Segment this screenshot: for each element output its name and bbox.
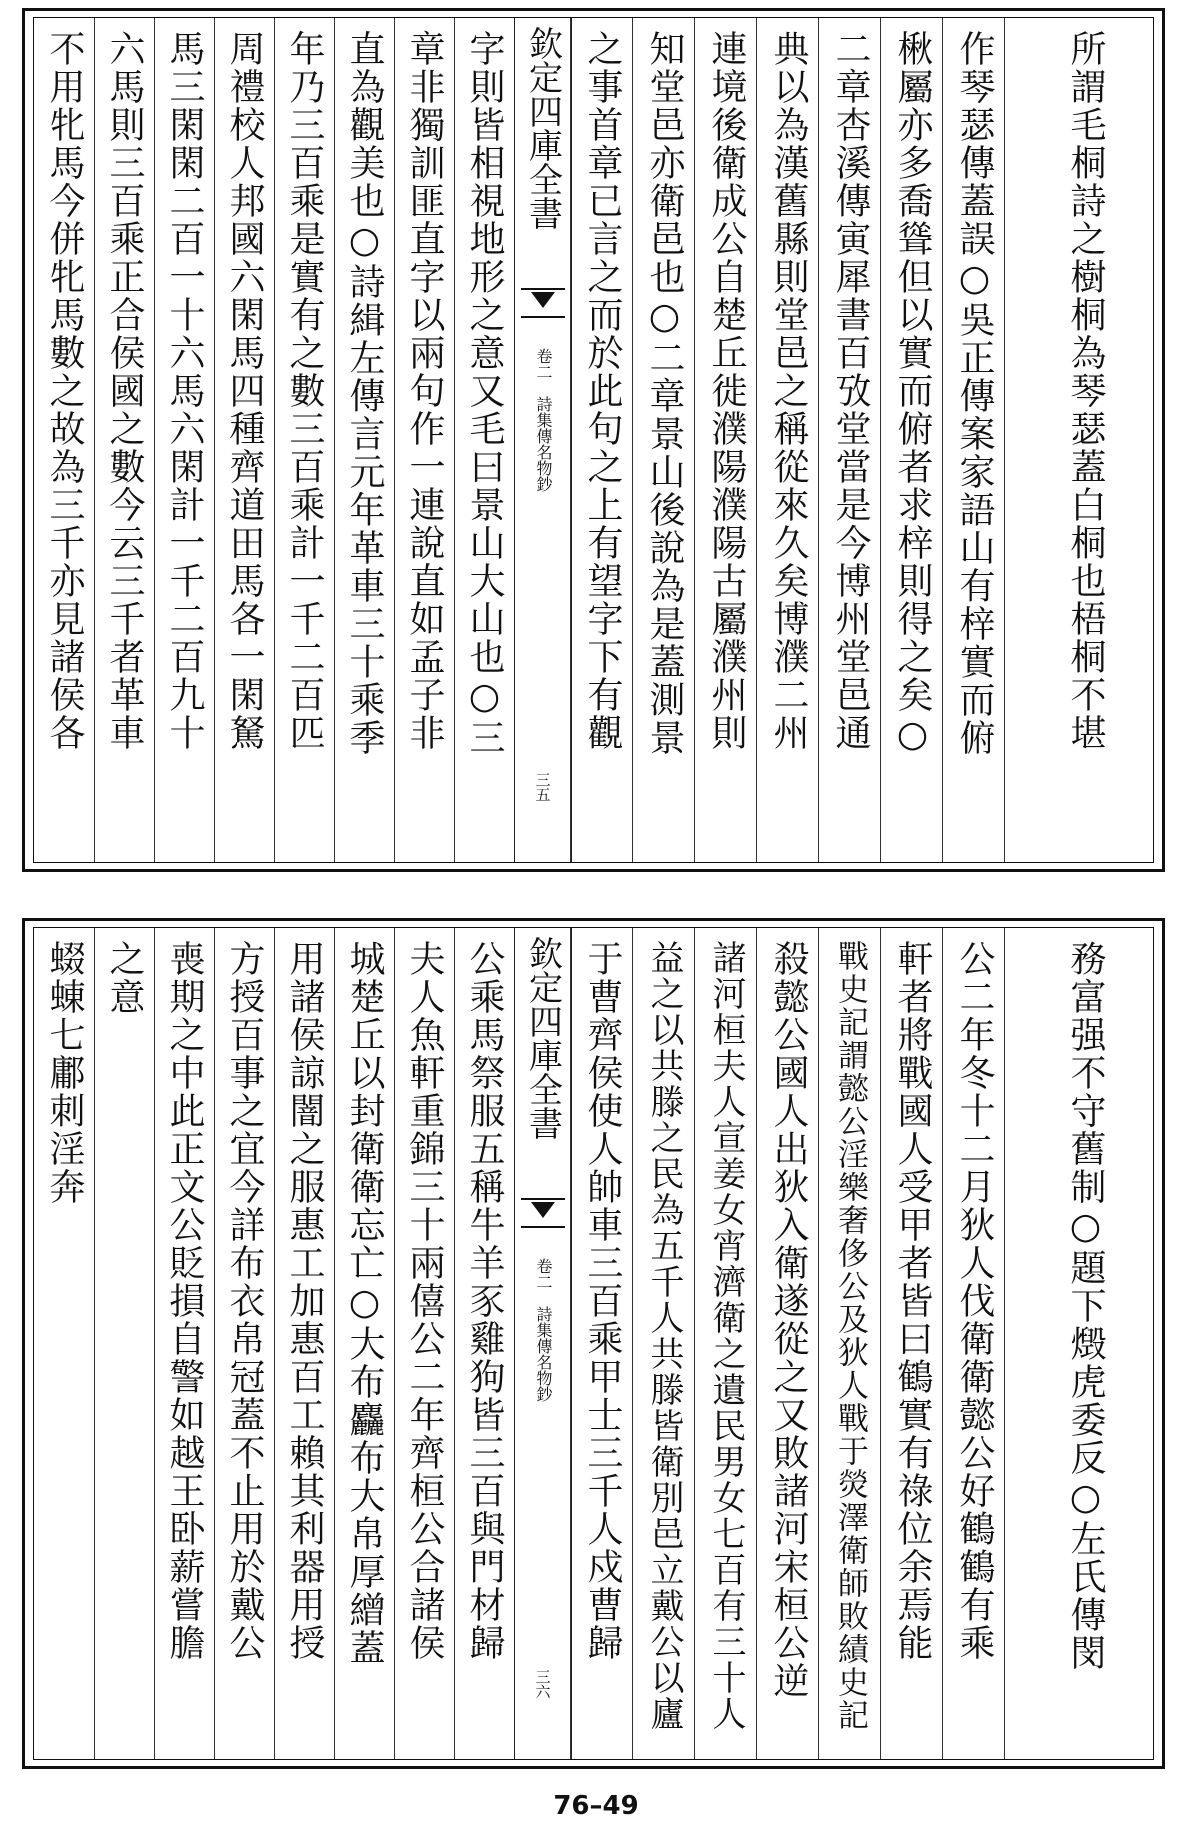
text-column: 公乘馬祭服五稱牛羊豕雞狗皆三百與門材歸 [454,928,514,1759]
sub-title [533,348,553,492]
text-column: 務富强不守舊制○題下燬虎委反○左氏傳閔 [1004,928,1155,1759]
fish-tail-mark [521,288,565,318]
text-column: 戰史記謂懿公淫樂奢侈公及狄人戰于熒澤衛師敗績史記 [818,928,880,1759]
text-column: 作琴瑟傳蓋誤○吳正傳案家語山有梓實而俯 [942,18,1004,862]
text-column: 軒者將戰國人受甲者皆曰鶴實有祿位余焉能 [880,928,942,1759]
text-column: 所謂毛桐詩之樹桐為琴瑟蓋白桐也梧桐不堪 [1004,18,1155,862]
center-strip [514,18,572,862]
text-column: 公二年冬十二月狄人伐衛衛懿公好鶴鶴有乘 [942,928,1004,1759]
book-title: 欽定四庫全書 [522,936,563,1140]
volume-label: 卷二 [534,1258,553,1290]
volume-label: 卷二 [534,348,553,380]
text-column: 馬三閑閑二百一十六馬六閑計一千二百九十 [154,18,214,862]
top-page-frame [33,17,1154,863]
text-column: 典以為漢舊縣則堂邑之稱從來久矣博濮二州 [756,18,818,862]
text-column: 連境後衛成公自楚丘徙濮陽濮陽古屬濮州則 [694,18,756,862]
text-column: 年乃三百乘是實有之數三百乘計一千二百匹 [274,18,334,862]
page-footer-label: 76–49 [553,1791,639,1821]
text-column: 喪期之中此正文公貶損自警如越王卧薪嘗膽 [154,928,214,1759]
text-column: 字則皆相視地形之意又毛曰景山大山也○三 [454,18,514,862]
text-column: 殺懿公國人出狄入衛遂從之又敗諸河宋桓公逆 [756,928,818,1759]
text-column: 城楚丘以封衛衛忘亡○大布麤布大帛厚繒蓋 [334,928,394,1759]
text-column: 之事首章已言之而於此句之上有望字下有觀 [570,18,632,862]
bottom-page-frame [33,927,1154,1760]
book-title: 欽定四庫全書 [522,26,563,230]
text-column: 直為觀美也○詩緝左傳言元年革車三十乘季 [334,18,394,862]
bottom-page [22,918,1165,1769]
subtitle-text: 詩集傳名物鈔 [534,396,553,492]
top-page [22,8,1165,872]
text-column: 二章杏溪傳寅犀書百攷堂當是今博州堂邑通 [818,18,880,862]
text-column: 不用牝馬今併牝馬數之故為三千亦見諸侯各 [44,30,85,752]
text-column: 益之以共滕之民為五千人共滕皆衛別邑立戴公以廬 [632,928,694,1759]
text-column: 章非獨訓匪直字以兩句作一連說直如孟子非 [394,18,454,862]
text-column: 方授百事之宜今詳布衣帛冠蓋不止用於戴公 [214,928,274,1759]
subtitle-text: 詩集傳名物鈔 [534,1306,553,1402]
page-number: 三六 [533,1669,552,1699]
text-column: 周禮校人邦國六閑馬四種齊道田馬各一閑駑 [214,18,274,862]
text-column: 于曹齊侯使人帥車三百乘甲士三千人戍曹歸 [570,928,632,1759]
text-column: 蝃蝀七鄘刺淫奔 [44,940,85,1206]
text-column: 六馬則三百乘正合侯國之數今云三千者革車 [94,18,154,862]
text-column: 諸河桓夫人宣姜女宵濟衛之遺民男女七百有三十人 [694,928,756,1759]
center-strip [514,928,572,1759]
text-column: 楸屬亦多喬聳但以實而俯者求梓則得之矣○ [880,18,942,862]
fish-tail-mark [521,1198,565,1228]
sub-title [533,1258,553,1402]
text-column: 用諸侯諒闇之服惠工加惠百工賴其利器用授 [274,928,334,1759]
text-column: 夫人魚軒重錦三十兩僖公二年齊桓公合諸侯 [394,928,454,1759]
text-column: 知堂邑亦衛邑也○二章景山後說為是蓋測景 [632,18,694,862]
page-number: 三五 [533,772,552,802]
text-column: 之意 [94,928,154,1759]
